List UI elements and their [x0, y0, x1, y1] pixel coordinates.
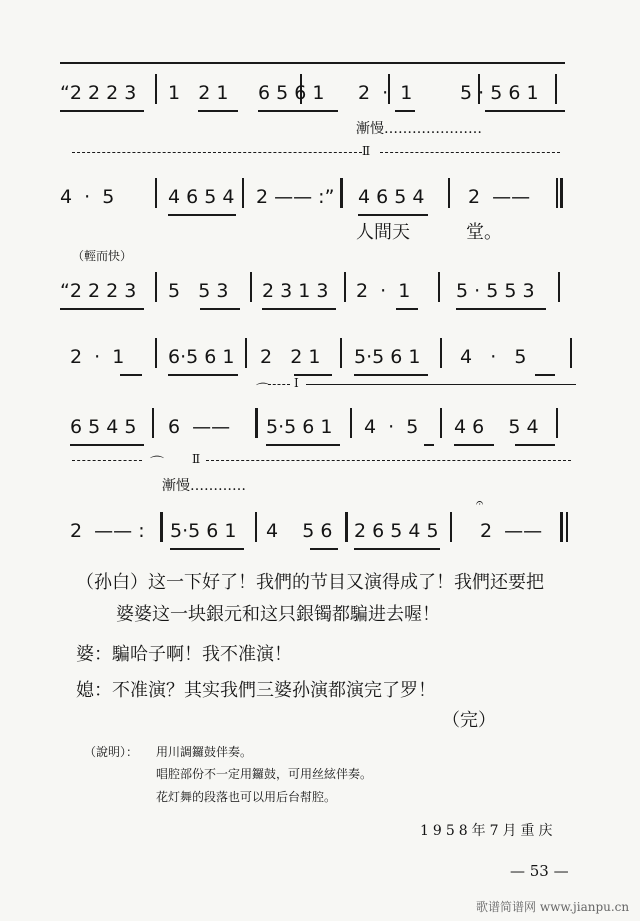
measure-7: 4 6 5 4	[168, 186, 235, 208]
measure-2: 1 2 1	[168, 82, 229, 104]
notes-label: （說明）：	[84, 745, 139, 759]
measure-24: 4 · 5	[364, 416, 419, 438]
row-5-curve: ⌒	[256, 383, 270, 399]
row-6-tempo: 漸慢…………	[162, 478, 246, 494]
row-5-repeat-mark: Ⅰ	[294, 376, 299, 390]
dialog-end: （完）	[442, 710, 496, 731]
measure-21: 6 5 4 5	[70, 416, 137, 438]
measure-15: 5 · 5 5 3	[456, 280, 535, 302]
score-row-4	[60, 336, 580, 384]
measure-30: 2 ——	[480, 520, 543, 542]
row-6-repeat-mark: Ⅱ	[192, 452, 201, 466]
measure-17: 6·5 6 1	[168, 346, 235, 368]
measure-18: 2 2 1	[260, 346, 321, 368]
row-3-tempo: （輕而快）	[72, 249, 133, 263]
measure-20: 4 · 5	[460, 346, 527, 368]
fermata: 𝄐	[476, 496, 484, 511]
measure-29: 2 6 5 4 5	[354, 520, 439, 542]
measure-8: 2 —— :”	[256, 186, 335, 208]
measure-26: 2 —— :	[70, 520, 145, 542]
measure-23: 5·5 6 1	[266, 416, 333, 438]
measure-14: 2 · 1	[356, 280, 411, 302]
measure-11: “2 2 2 3	[60, 280, 137, 302]
measure-16: 2 · 1	[70, 346, 125, 368]
lyric-1: 人間天	[356, 222, 410, 243]
measure-28: 4 5 6	[266, 520, 333, 542]
measure-3: 6 5 6 1	[258, 82, 325, 104]
score-row-5	[60, 406, 580, 454]
measure-27: 5·5 6 1	[170, 520, 237, 542]
measure-5: 5 · 5 6 1	[460, 82, 539, 104]
dialog-line-4: 媳：不准演？其实我們三婆孙演都演完了罗！	[76, 680, 436, 701]
dialog-line-3: 婆：騙哈子啊！我不准演！	[76, 644, 292, 665]
measure-6: 4 · 5	[60, 186, 115, 208]
page-number: — 53 —	[510, 862, 569, 880]
score-row-1	[60, 72, 580, 120]
dialog-line-1: （孙白）这一下好了！我們的节目又演得成了！我們还要把	[76, 572, 544, 593]
measure-22: 6 ——	[168, 416, 231, 438]
row-6-curve: ⌒	[150, 456, 164, 472]
notes-line-2: 唱腔部份不一定用鑼鼓，可用丝絃伴奏。	[156, 767, 373, 781]
score-row-3	[60, 270, 580, 318]
row-2-tempo: 漸慢…………………	[356, 121, 482, 137]
notes-line-1: 用川調鑼鼓伴奏。	[156, 745, 253, 759]
measure-19: 5·5 6 1	[354, 346, 421, 368]
watermark: 歌谱简谱网 www.jianpu.cn	[476, 900, 630, 914]
measure-9: 4 6 5 4	[358, 186, 425, 208]
lyric-2: 堂。	[466, 222, 502, 243]
row-2-repeat-mark: Ⅱ	[362, 144, 371, 158]
measure-1: “2 2 2 3	[60, 82, 137, 104]
score-row-6	[60, 496, 580, 558]
measure-25: 4 6 5 4	[454, 416, 539, 438]
notes-line-3: 花灯舞的段落也可以用后台幇腔。	[156, 790, 337, 804]
measure-4: 2 · 1	[358, 82, 413, 104]
score-row-2	[60, 176, 580, 224]
measure-12: 5 5 3	[168, 280, 229, 302]
date: 1958年7月重庆	[420, 823, 557, 839]
measure-13: 2 3 1 3	[262, 280, 329, 302]
measure-10: 2 ——	[468, 186, 531, 208]
dialog-line-2: 婆婆这一块銀元和这只銀镯都騙进去喔！	[116, 604, 440, 625]
